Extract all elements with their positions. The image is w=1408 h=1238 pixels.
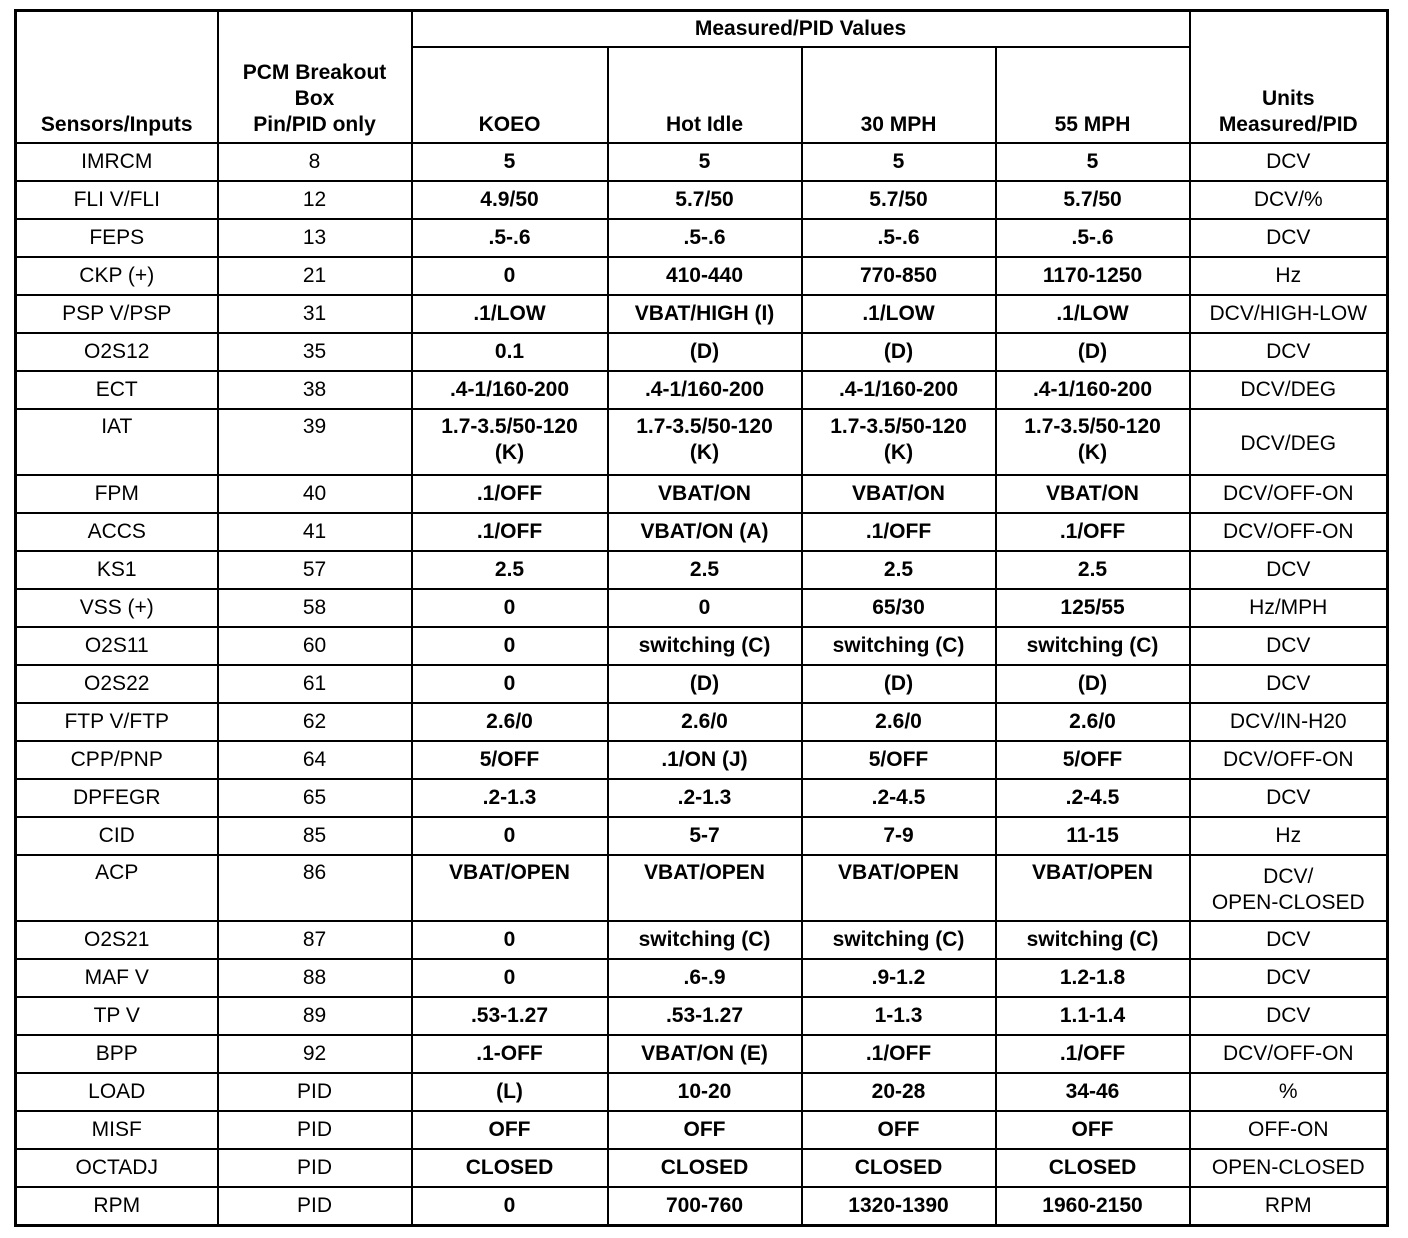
cell-55-mph: VBAT/OPEN — [996, 855, 1190, 921]
cell-30-mph: 7-9 — [802, 817, 996, 855]
cell-koeo: 5 — [412, 143, 608, 181]
cell-units: DCV — [1190, 779, 1388, 817]
cell-sensor: OCTADJ — [16, 1149, 218, 1187]
cell-hot-idle: switching (C) — [608, 627, 802, 665]
cell-sensor: O2S12 — [16, 333, 218, 371]
cell-pin: 21 — [218, 257, 412, 295]
table-row — [16, 741, 1388, 779]
cell-units: DCV/OFF-ON — [1190, 741, 1388, 779]
cell-hot-idle: .6-.9 — [608, 959, 802, 997]
cell-55-mph: 1.1-1.4 — [996, 997, 1190, 1035]
cell-pin: 31 — [218, 295, 412, 333]
cell-sensor: ACCS — [16, 513, 218, 551]
cell-hot-idle: 700-760 — [608, 1187, 802, 1226]
header-30-mph: 30 MPH — [802, 47, 996, 143]
cell-koeo: 0 — [412, 665, 608, 703]
cell-units: DCV/ OPEN-CLOSED — [1190, 855, 1388, 921]
cell-30-mph: 2.6/0 — [802, 703, 996, 741]
cell-units: DCV — [1190, 627, 1388, 665]
cell-30-mph: switching (C) — [802, 627, 996, 665]
cell-hot-idle: 2.5 — [608, 551, 802, 589]
cell-pin: 65 — [218, 779, 412, 817]
cell-55-mph: 2.6/0 — [996, 703, 1190, 741]
cell-units: DCV/OFF-ON — [1190, 475, 1388, 513]
cell-koeo: 0 — [412, 589, 608, 627]
cell-pin: 60 — [218, 627, 412, 665]
cell-sensor: ACP — [16, 855, 218, 921]
cell-30-mph: 5/OFF — [802, 741, 996, 779]
cell-sensor: FPM — [16, 475, 218, 513]
cell-55-mph: 1.7-3.5/50-120 (K) — [996, 409, 1190, 475]
cell-units: DCV/% — [1190, 181, 1388, 219]
cell-units: DCV — [1190, 665, 1388, 703]
cell-pin: PID — [218, 1111, 412, 1149]
table-row — [16, 475, 1388, 513]
cell-hot-idle: .4-1/160-200 — [608, 371, 802, 409]
table-row — [16, 219, 1388, 257]
cell-sensor: IMRCM — [16, 143, 218, 181]
cell-30-mph: (D) — [802, 665, 996, 703]
cell-30-mph: 5.7/50 — [802, 181, 996, 219]
cell-30-mph: .2-4.5 — [802, 779, 996, 817]
cell-hot-idle: CLOSED — [608, 1149, 802, 1187]
cell-koeo: .1/LOW — [412, 295, 608, 333]
cell-55-mph: 11-15 — [996, 817, 1190, 855]
cell-55-mph: 34-46 — [996, 1073, 1190, 1111]
cell-sensor: MAF V — [16, 959, 218, 997]
cell-koeo: 0.1 — [412, 333, 608, 371]
cell-koeo: OFF — [412, 1111, 608, 1149]
table-row — [16, 371, 1388, 409]
cell-sensor: ECT — [16, 371, 218, 409]
cell-sensor: CKP (+) — [16, 257, 218, 295]
cell-pin: 35 — [218, 333, 412, 371]
cell-pin: 8 — [218, 143, 412, 181]
cell-hot-idle: OFF — [608, 1111, 802, 1149]
cell-koeo: 0 — [412, 627, 608, 665]
cell-55-mph: .1/OFF — [996, 1035, 1190, 1073]
cell-55-mph: 5/OFF — [996, 741, 1190, 779]
table-row — [16, 855, 1388, 921]
cell-hot-idle: VBAT/ON — [608, 475, 802, 513]
cell-sensor: FTP V/FTP — [16, 703, 218, 741]
table-row — [16, 703, 1388, 741]
table-row — [16, 333, 1388, 371]
cell-55-mph: 5.7/50 — [996, 181, 1190, 219]
table-row — [16, 817, 1388, 855]
table-row — [16, 551, 1388, 589]
cell-30-mph: VBAT/ON — [802, 475, 996, 513]
cell-koeo: 2.6/0 — [412, 703, 608, 741]
header-koeo: KOEO — [412, 47, 608, 143]
cell-30-mph: .1/OFF — [802, 1035, 996, 1073]
cell-units: DCV — [1190, 551, 1388, 589]
header-measured-pid-values: Measured/PID Values — [412, 11, 1190, 48]
cell-30-mph: 1320-1390 — [802, 1187, 996, 1226]
cell-koeo: 0 — [412, 921, 608, 959]
cell-hot-idle: 410-440 — [608, 257, 802, 295]
cell-hot-idle: 10-20 — [608, 1073, 802, 1111]
cell-units: % — [1190, 1073, 1388, 1111]
cell-55-mph: (D) — [996, 665, 1190, 703]
cell-units: Hz/MPH — [1190, 589, 1388, 627]
cell-koeo: 4.9/50 — [412, 181, 608, 219]
header-row-group — [16, 11, 1388, 48]
cell-30-mph: VBAT/OPEN — [802, 855, 996, 921]
cell-units: DCV — [1190, 333, 1388, 371]
cell-units: DCV — [1190, 143, 1388, 181]
cell-pin: 12 — [218, 181, 412, 219]
cell-koeo: 0 — [412, 959, 608, 997]
cell-koeo: 1.7-3.5/50-120 (K) — [412, 409, 608, 475]
cell-sensor: PSP V/PSP — [16, 295, 218, 333]
cell-55-mph: 1.2-1.8 — [996, 959, 1190, 997]
cell-55-mph: switching (C) — [996, 627, 1190, 665]
cell-hot-idle: 1.7-3.5/50-120 (K) — [608, 409, 802, 475]
cell-units: OFF-ON — [1190, 1111, 1388, 1149]
cell-30-mph: .5-.6 — [802, 219, 996, 257]
cell-sensor: TP V — [16, 997, 218, 1035]
cell-units: DCV/OFF-ON — [1190, 1035, 1388, 1073]
cell-55-mph: VBAT/ON — [996, 475, 1190, 513]
cell-55-mph: (D) — [996, 333, 1190, 371]
table-row — [16, 143, 1388, 181]
cell-pin: 38 — [218, 371, 412, 409]
table-row — [16, 1187, 1388, 1226]
table-row — [16, 665, 1388, 703]
table-row — [16, 1035, 1388, 1073]
table-row — [16, 779, 1388, 817]
cell-hot-idle: .53-1.27 — [608, 997, 802, 1035]
cell-units: DCV/DEG — [1190, 409, 1388, 475]
cell-units: DCV — [1190, 921, 1388, 959]
cell-55-mph: .5-.6 — [996, 219, 1190, 257]
cell-koeo: .4-1/160-200 — [412, 371, 608, 409]
cell-hot-idle: VBAT/ON (E) — [608, 1035, 802, 1073]
cell-sensor: LOAD — [16, 1073, 218, 1111]
cell-pin: 58 — [218, 589, 412, 627]
cell-55-mph: .1/LOW — [996, 295, 1190, 333]
cell-30-mph: OFF — [802, 1111, 996, 1149]
cell-55-mph: 125/55 — [996, 589, 1190, 627]
cell-hot-idle: switching (C) — [608, 921, 802, 959]
cell-hot-idle: 2.6/0 — [608, 703, 802, 741]
cell-koeo: .53-1.27 — [412, 997, 608, 1035]
cell-hot-idle: VBAT/ON (A) — [608, 513, 802, 551]
cell-30-mph: (D) — [802, 333, 996, 371]
cell-sensor: FLI V/FLI — [16, 181, 218, 219]
cell-sensor: O2S22 — [16, 665, 218, 703]
table-row — [16, 959, 1388, 997]
header-55-mph: 55 MPH — [996, 47, 1190, 143]
cell-55-mph: 2.5 — [996, 551, 1190, 589]
table-header — [16, 11, 1388, 144]
cell-pin: 88 — [218, 959, 412, 997]
cell-55-mph: 5 — [996, 143, 1190, 181]
cell-55-mph: CLOSED — [996, 1149, 1190, 1187]
header-pcm-breakout-pin: PCM Breakout Box Pin/PID only — [218, 11, 412, 144]
cell-units: DCV/HIGH-LOW — [1190, 295, 1388, 333]
cell-30-mph: .4-1/160-200 — [802, 371, 996, 409]
cell-hot-idle: 5.7/50 — [608, 181, 802, 219]
cell-sensor: FEPS — [16, 219, 218, 257]
table-row — [16, 181, 1388, 219]
cell-hot-idle: 5-7 — [608, 817, 802, 855]
cell-pin: 87 — [218, 921, 412, 959]
cell-55-mph: switching (C) — [996, 921, 1190, 959]
cell-pin: 89 — [218, 997, 412, 1035]
cell-sensor: IAT — [16, 409, 218, 475]
cell-pin: 86 — [218, 855, 412, 921]
cell-pin: 41 — [218, 513, 412, 551]
cell-sensor: VSS (+) — [16, 589, 218, 627]
table-row — [16, 1111, 1388, 1149]
cell-30-mph: switching (C) — [802, 921, 996, 959]
cell-55-mph: OFF — [996, 1111, 1190, 1149]
cell-units: Hz — [1190, 257, 1388, 295]
cell-30-mph: .1/OFF — [802, 513, 996, 551]
cell-30-mph: CLOSED — [802, 1149, 996, 1187]
cell-koeo: VBAT/OPEN — [412, 855, 608, 921]
cell-hot-idle: .2-1.3 — [608, 779, 802, 817]
cell-sensor: O2S21 — [16, 921, 218, 959]
cell-pin: 40 — [218, 475, 412, 513]
cell-units: RPM — [1190, 1187, 1388, 1226]
cell-sensor: DPFEGR — [16, 779, 218, 817]
cell-pin: 61 — [218, 665, 412, 703]
cell-koeo: 2.5 — [412, 551, 608, 589]
cell-30-mph: .9-1.2 — [802, 959, 996, 997]
table-row — [16, 921, 1388, 959]
cell-30-mph: 5 — [802, 143, 996, 181]
cell-pin: 92 — [218, 1035, 412, 1073]
cell-units: OPEN-CLOSED — [1190, 1149, 1388, 1187]
cell-hot-idle: (D) — [608, 665, 802, 703]
cell-hot-idle: VBAT/HIGH (I) — [608, 295, 802, 333]
cell-sensor: KS1 — [16, 551, 218, 589]
cell-koeo: .1/OFF — [412, 475, 608, 513]
cell-30-mph: 2.5 — [802, 551, 996, 589]
cell-units: DCV/IN-H20 — [1190, 703, 1388, 741]
cell-30-mph: 1.7-3.5/50-120 (K) — [802, 409, 996, 475]
cell-koeo: (L) — [412, 1073, 608, 1111]
cell-sensor: BPP — [16, 1035, 218, 1073]
cell-koeo: .1/OFF — [412, 513, 608, 551]
cell-pin: 13 — [218, 219, 412, 257]
table-row — [16, 627, 1388, 665]
cell-units: DCV/OFF-ON — [1190, 513, 1388, 551]
cell-koeo: .1-OFF — [412, 1035, 608, 1073]
cell-pin: PID — [218, 1149, 412, 1187]
cell-hot-idle: .1/ON (J) — [608, 741, 802, 779]
cell-55-mph: .1/OFF — [996, 513, 1190, 551]
cell-hot-idle: 0 — [608, 589, 802, 627]
cell-units: Hz — [1190, 817, 1388, 855]
table-body — [16, 143, 1388, 1226]
cell-koeo: .5-.6 — [412, 219, 608, 257]
cell-55-mph: .2-4.5 — [996, 779, 1190, 817]
cell-30-mph: .1/LOW — [802, 295, 996, 333]
cell-units: DCV — [1190, 959, 1388, 997]
header-units-measured-pid: Units Measured/PID — [1190, 11, 1388, 144]
cell-pin: PID — [218, 1073, 412, 1111]
cell-koeo: 0 — [412, 817, 608, 855]
cell-koeo: 5/OFF — [412, 741, 608, 779]
cell-units: DCV — [1190, 997, 1388, 1035]
header-hot-idle: Hot Idle — [608, 47, 802, 143]
cell-units: DCV — [1190, 219, 1388, 257]
cell-pin: 39 — [218, 409, 412, 475]
table-row — [16, 513, 1388, 551]
cell-sensor: CID — [16, 817, 218, 855]
pid-values-table-container — [14, 9, 1386, 1227]
cell-55-mph: 1170-1250 — [996, 257, 1190, 295]
cell-pin: 62 — [218, 703, 412, 741]
cell-hot-idle: .5-.6 — [608, 219, 802, 257]
cell-30-mph: 65/30 — [802, 589, 996, 627]
cell-hot-idle: 5 — [608, 143, 802, 181]
cell-koeo: .2-1.3 — [412, 779, 608, 817]
cell-koeo: CLOSED — [412, 1149, 608, 1187]
header-sensors-inputs: Sensors/Inputs — [16, 11, 218, 144]
table-row — [16, 409, 1388, 475]
cell-30-mph: 1-1.3 — [802, 997, 996, 1035]
cell-sensor: O2S11 — [16, 627, 218, 665]
cell-units: DCV/DEG — [1190, 371, 1388, 409]
cell-pin: 85 — [218, 817, 412, 855]
cell-hot-idle: VBAT/OPEN — [608, 855, 802, 921]
cell-55-mph: 1960-2150 — [996, 1187, 1190, 1226]
cell-sensor: CPP/PNP — [16, 741, 218, 779]
table-row — [16, 997, 1388, 1035]
cell-pin: 64 — [218, 741, 412, 779]
cell-30-mph: 20-28 — [802, 1073, 996, 1111]
table-row — [16, 589, 1388, 627]
cell-pin: PID — [218, 1187, 412, 1226]
cell-sensor: MISF — [16, 1111, 218, 1149]
table-row — [16, 257, 1388, 295]
cell-sensor: RPM — [16, 1187, 218, 1226]
table-row — [16, 1149, 1388, 1187]
cell-30-mph: 770-850 — [802, 257, 996, 295]
cell-hot-idle: (D) — [608, 333, 802, 371]
cell-55-mph: .4-1/160-200 — [996, 371, 1190, 409]
table-row — [16, 1073, 1388, 1111]
cell-koeo: 0 — [412, 1187, 608, 1226]
pid-values-table — [14, 9, 1389, 1227]
cell-pin: 57 — [218, 551, 412, 589]
table-row — [16, 295, 1388, 333]
cell-koeo: 0 — [412, 257, 608, 295]
